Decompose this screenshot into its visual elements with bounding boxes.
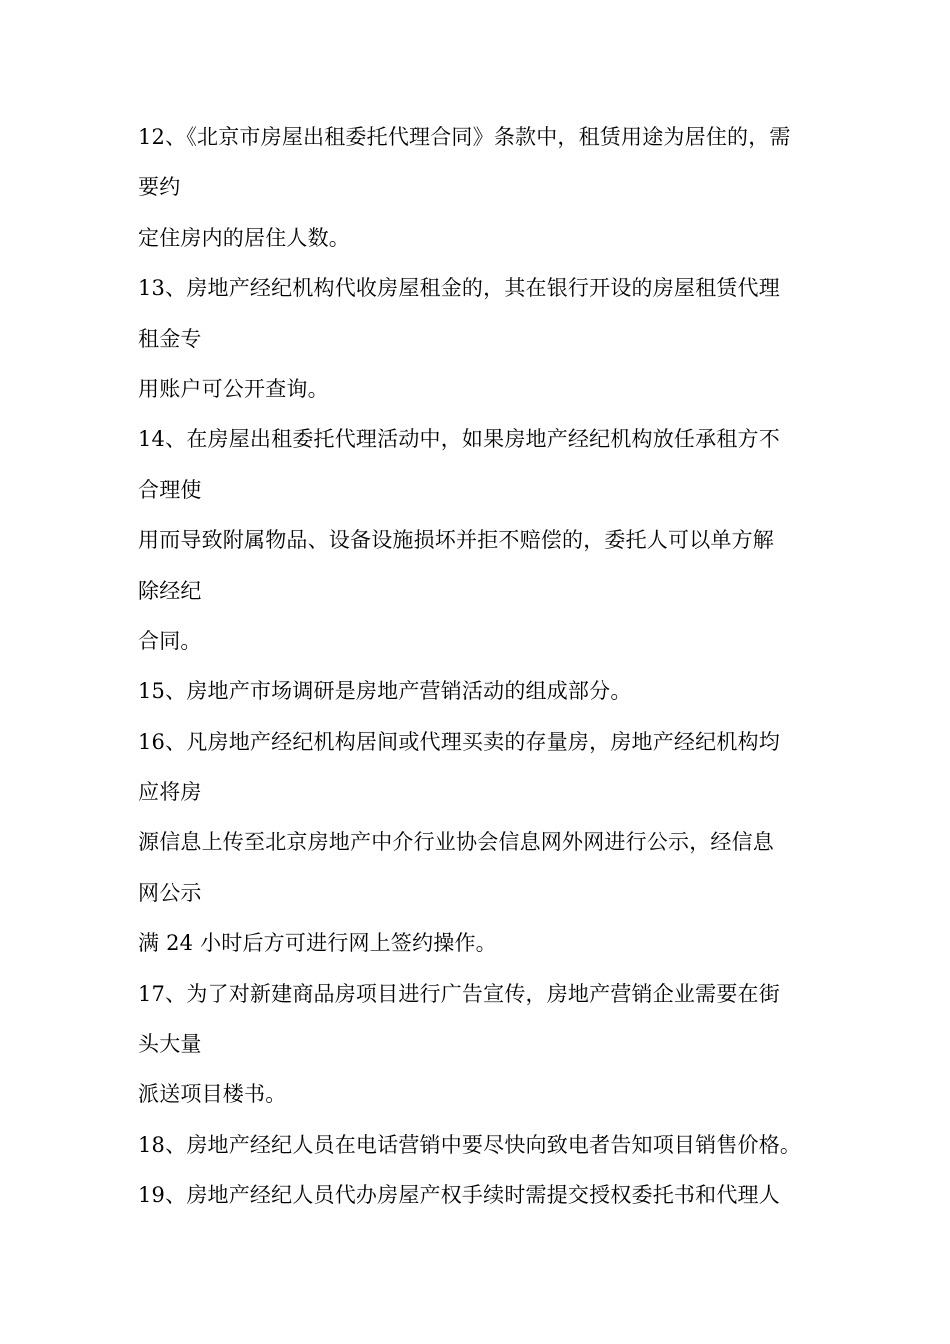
text-line: 合理使 [138, 477, 202, 502]
text-line: 源信息上传至北京房地产中介行业协会信息网外网进行公示，经信息 [138, 830, 774, 855]
text-line: 12、《北京市房屋出租委托代理合同》条款中，租赁用途为居住的，需 [138, 125, 791, 149]
text-line: 16、凡房地产经纪机构居间或代理买卖的存量房，房地产经纪机构均 [138, 729, 780, 754]
text-line: 网公示 [138, 880, 202, 905]
text-line: 用而导致附属物品、设备设施损坏并拒不赔偿的，委托人可以单方解 [138, 528, 774, 553]
text-line: 19、房地产经纪人员代办房屋产权手续时需提交授权委托书和代理人 [138, 1183, 780, 1208]
text-line: 合同。 [138, 628, 202, 653]
text-line: 要约 [138, 175, 181, 200]
text-line: 除经纪 [138, 578, 202, 603]
text-line: 定住房内的居住人数。 [138, 225, 350, 250]
text-line: 头大量 [138, 1032, 202, 1057]
text-line: 18、房地产经纪人员在电话营销中要尽快向致电者告知项目销售价格。 [138, 1132, 802, 1157]
text-line: 用账户可公开查询。 [138, 376, 329, 401]
text-line: 租金专 [138, 326, 202, 351]
text-line: 应将房 [138, 780, 202, 805]
text-line: 17、为了对新建商品房项目进行广告宣传，房地产营销企业需要在街 [138, 981, 780, 1006]
text-line: 13、房地产经纪机构代收房屋租金的，其在银行开设的房屋租赁代理 [138, 276, 780, 301]
text-line: 派送项目楼书。 [138, 1082, 287, 1107]
document-body [138, 112, 828, 1221]
text-line: 满 24 小时后方可进行网上签约操作。 [138, 931, 497, 956]
text-line: 14、在房屋出租委托代理活动中，如果房地产经纪机构放任承租方不 [138, 427, 780, 452]
text-line: 15、房地产市场调研是房地产营销活动的组成部分。 [138, 679, 632, 704]
